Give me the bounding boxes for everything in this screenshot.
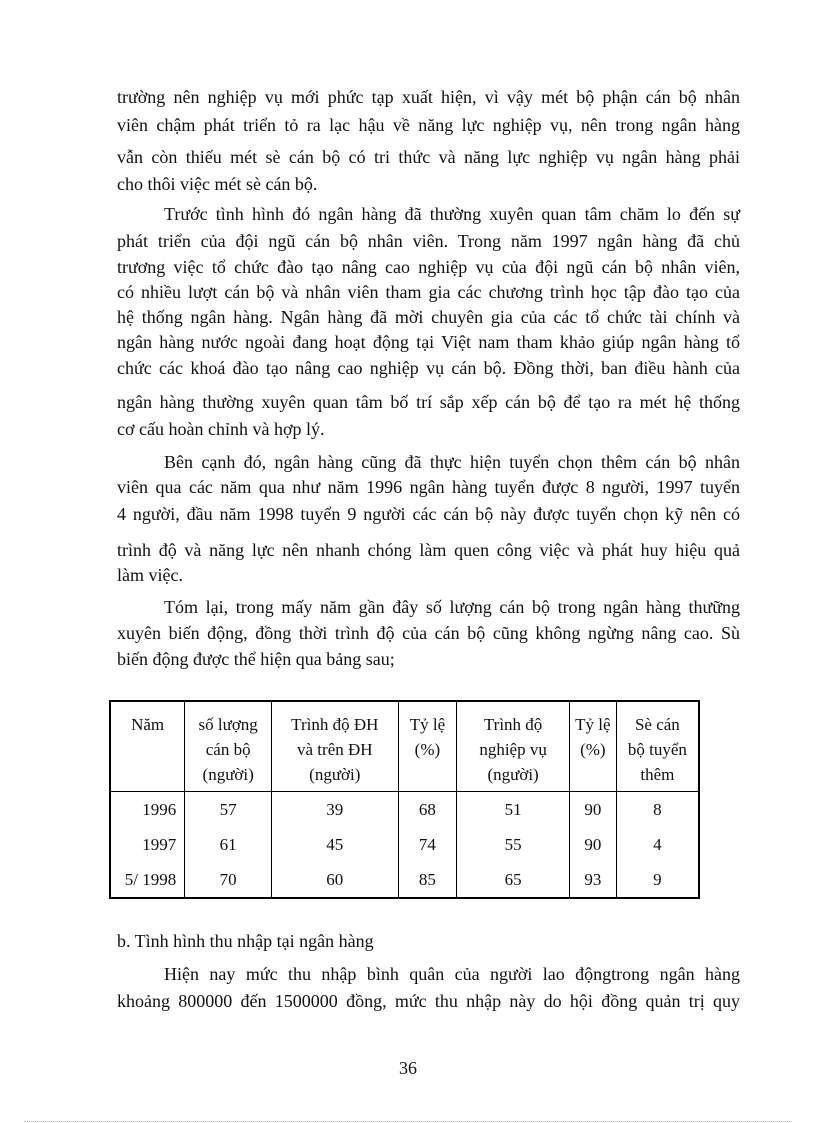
body-text-line: làm việc. — [117, 565, 183, 585]
table-cell: 85 — [398, 862, 457, 898]
body-text-line: ngân hàng thường xuyên quan tâm bố trí sắp xếp cán bộ để tạo ra mét hệ thống — [117, 392, 740, 412]
table-cell: 1996 — [110, 792, 185, 828]
header-university-level: Trình độ ĐH và trên ĐH (người) — [272, 701, 398, 792]
body-text-line: có nhiều lượt cán bộ và nhân viên tham gia các chương trình học tập đào tạo của — [117, 282, 740, 302]
body-text-line: chức các khoá đào tạo nâng cao nghiệp vụ cán bộ. Đồng thời, ban điều hành của — [117, 358, 740, 378]
table-cell: 1997 — [110, 827, 185, 862]
body-text-line: phát triển của đội ngũ cán bộ nhân viên. Trong năm 1997 ngân hàng đã chủ — [117, 231, 740, 251]
table-cell: 90 — [569, 792, 616, 828]
body-text-line: Bên cạnh đó, ngân hàng cũng đã thực hiện tuyển chọn thêm cán bộ nhân — [164, 452, 740, 472]
header-professional-level: Trình độ nghiệp vụ (người) — [457, 701, 570, 792]
body-text-line: viên chậm phát triển tỏ ra lạc hậu về năng lực nghiệp vụ, nên trong ngân hàng — [117, 115, 740, 135]
body-text-line: Tóm lại, trong mấy năm gần đây số lượng cán bộ trong ngân hàng thưững — [164, 597, 740, 617]
table-cell: 55 — [457, 827, 570, 862]
body-text-line: ngân hàng nước ngoài đang hoạt động tại Việt nam tham khảo giúp ngân hàng tổ — [117, 332, 740, 352]
table-row — [110, 792, 699, 828]
table-cell: 39 — [272, 792, 398, 828]
table-cell: 5/ 1998 — [110, 862, 185, 898]
body-text-line: biến động được thể hiện qua bảng sau; — [117, 649, 395, 669]
table-cell: 4 — [616, 827, 699, 862]
table-cell: 60 — [272, 862, 398, 898]
body-text-line: hệ thống ngân hàng. Ngân hàng đã mời chuyên gia của các tổ chức tài chính và — [117, 307, 740, 327]
body-text-line: viên qua các năm qua như năm 1996 ngân hàng tuyển được 8 người, 1997 tuyển — [117, 477, 740, 497]
table-cell: 74 — [398, 827, 457, 862]
table-row — [110, 862, 699, 898]
body-text-line: trương việc tổ chức đào tạo nâng cao nghiệp vụ của đội ngũ cán bộ nhân viên, — [117, 257, 740, 277]
body-text-line: trình độ và năng lực nên nhanh chóng làm quen công việc và phát huy hiệu quả — [117, 540, 740, 560]
header-ratio-2: Tỷ lệ (%) — [569, 701, 616, 792]
body-text-line: Trước tình hình đó ngân hàng đã thường xuyên quan tâm chăm lo đến sự — [164, 204, 740, 224]
footer-divider — [24, 1121, 792, 1122]
page-number: 36 — [399, 1058, 417, 1078]
table-cell: 57 — [185, 792, 272, 828]
staff-statistics-table — [109, 700, 700, 899]
table-cell: 90 — [569, 827, 616, 862]
table-cell: 61 — [185, 827, 272, 862]
table-header-row — [110, 701, 699, 792]
table-cell: 65 — [457, 862, 570, 898]
header-new-recruits: Sè cán bộ tuyển thêm — [616, 701, 699, 792]
body-text-line: trường nên nghiệp vụ mới phức tạp xuất hiện, vì vậy mét bộ phận cán bộ nhân — [117, 87, 740, 107]
header-ratio-1: Tỷ lệ (%) — [398, 701, 457, 792]
table-cell: 51 — [457, 792, 570, 828]
section-heading: b. Tình hình thu nhập tại ngân hàng — [117, 931, 374, 951]
body-text-line: xuyên biến động, đồng thời trình độ của cán bộ cũng không ngừng nâng cao. Sù — [117, 623, 740, 643]
body-text-line: khoảng 800000 đến 1500000 đồng, mức thu nhập này do hội đồng quản trị quy — [117, 991, 740, 1011]
table-cell: 45 — [272, 827, 398, 862]
body-text-line: cơ cấu hoàn chỉnh và hợp lý. — [117, 419, 325, 439]
table-cell: 68 — [398, 792, 457, 828]
table-cell: 8 — [616, 792, 699, 828]
table-cell: 70 — [185, 862, 272, 898]
table-cell: 93 — [569, 862, 616, 898]
body-text-line: cho thôi việc mét sè cán bộ. — [117, 174, 318, 194]
header-year: Năm — [110, 701, 185, 792]
body-text-line: vẫn còn thiếu mét sè cán bộ có tri thức và năng lực nghiệp vụ ngân hàng phải — [117, 147, 740, 167]
header-staff-count: số lượng cán bộ (người) — [185, 701, 272, 792]
table-row — [110, 827, 699, 862]
body-text-line: Hiện nay mức thu nhập bình quân của người lao độngtrong ngân hàng — [164, 964, 740, 984]
body-text-line: 4 người, đầu năm 1998 tuyển 9 người các cán bộ này được tuyển chọn kỹ nên có — [117, 504, 740, 524]
table-cell: 9 — [616, 862, 699, 898]
